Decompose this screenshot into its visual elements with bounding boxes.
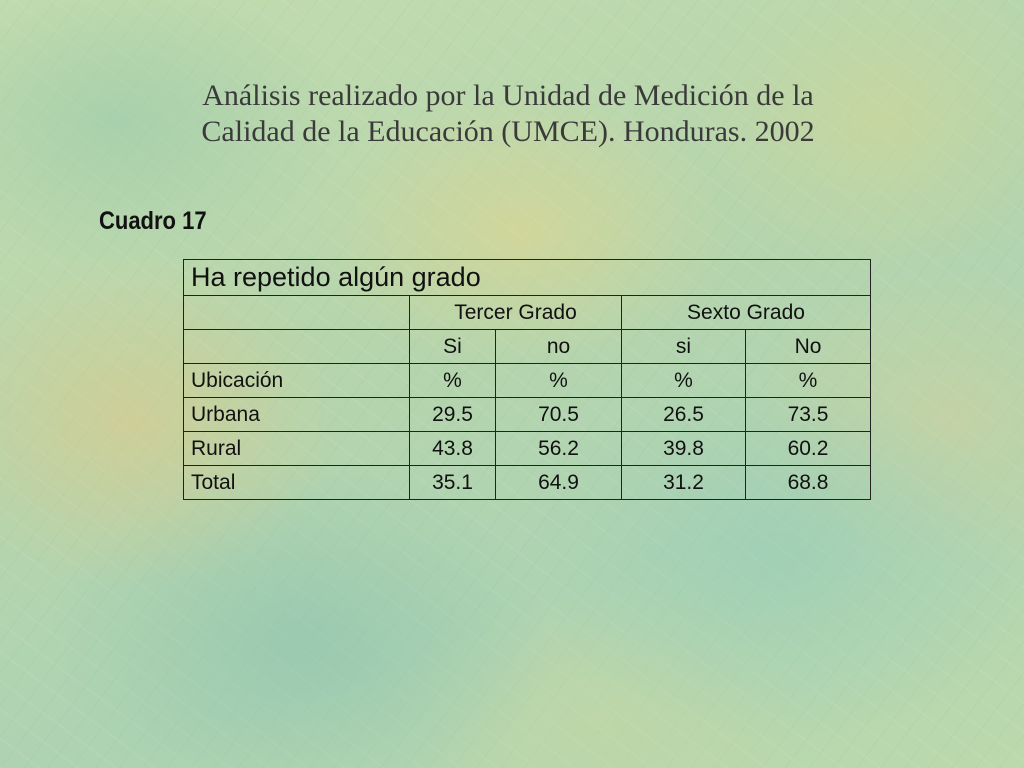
unit-cell: % — [410, 364, 496, 398]
table-caption-row — [184, 260, 871, 296]
value-cell: 70.5 — [496, 398, 622, 432]
slide-title-line-2: Calidad de la Educación (UMCE). Honduras. 2002 — [201, 115, 815, 148]
sub-header-row — [184, 330, 871, 364]
slide-title — [120, 78, 896, 150]
empty-header-cell — [184, 330, 410, 364]
slide-title-line-1: Análisis realizado por la Unidad de Medición de la — [202, 79, 814, 112]
value-cell: 29.5 — [410, 398, 496, 432]
value-cell: 26.5 — [622, 398, 746, 432]
unit-cell: % — [746, 364, 871, 398]
value-cell: 64.9 — [496, 466, 622, 500]
table-row-rural — [184, 432, 871, 466]
value-cell: 31.2 — [622, 466, 746, 500]
value-cell: 60.2 — [746, 432, 871, 466]
row-label: Urbana — [184, 398, 410, 432]
row-label-ubicacion: Ubicación — [184, 364, 410, 398]
table-row-urbana — [184, 398, 871, 432]
value-cell: 73.5 — [746, 398, 871, 432]
table-number-label: Cuadro 17 — [99, 207, 207, 235]
value-cell: 56.2 — [496, 432, 622, 466]
row-label: Rural — [184, 432, 410, 466]
empty-header-cell — [184, 296, 410, 330]
sub-header-sexto-si: si — [622, 330, 746, 364]
value-cell: 43.8 — [410, 432, 496, 466]
group-header-tercer-grado: Tercer Grado — [410, 296, 622, 330]
value-cell: 35.1 — [410, 466, 496, 500]
sub-header-sexto-no: No — [746, 330, 871, 364]
unit-cell: % — [496, 364, 622, 398]
value-cell: 68.8 — [746, 466, 871, 500]
repetition-table — [183, 259, 871, 500]
value-cell: 39.8 — [622, 432, 746, 466]
group-header-row — [184, 296, 871, 330]
unit-cell: % — [622, 364, 746, 398]
group-header-sexto-grado: Sexto Grado — [622, 296, 871, 330]
sub-header-tercer-no: no — [496, 330, 622, 364]
sub-header-tercer-si: Si — [410, 330, 496, 364]
unit-row — [184, 364, 871, 398]
table-row-total — [184, 466, 871, 500]
row-label: Total — [184, 466, 410, 500]
table-caption: Ha repetido algún grado — [184, 260, 871, 296]
